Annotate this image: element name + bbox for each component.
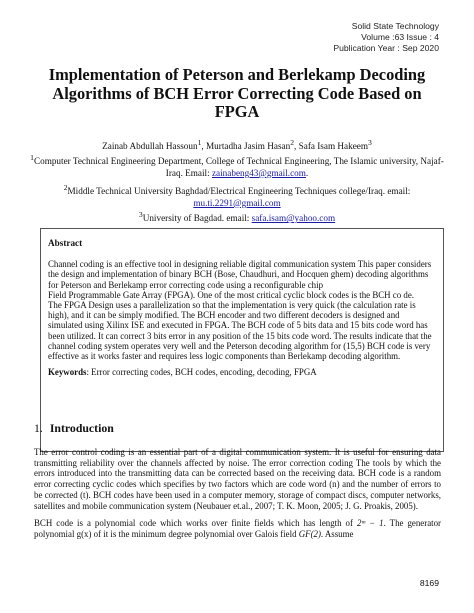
math-expression: 2ᵐ − 1 (356, 518, 384, 529)
author-separator: , (201, 141, 206, 152)
section-title: Introduction (49, 421, 114, 435)
affiliation-superscript: 2 (63, 183, 68, 193)
paper-title: Implementation of Peterson and Berlekamp Decoding Algorithms of BCH Error Correcting Code Based on FPGA (48, 65, 426, 121)
body-text: . The generator polynomial g(x) of it is the minimum degree polynomial over Galois field (34, 518, 441, 539)
section-body (34, 447, 441, 540)
author-separator: , (294, 141, 299, 152)
affiliation-end: . (305, 167, 309, 178)
section-number: 1. (34, 421, 43, 435)
affiliation-3 (26, 209, 448, 224)
body-text: BCH code is a polynomial code which works over finite fields which has length of (34, 518, 357, 529)
author-name: Zainab Abdullah Hassoun (102, 141, 198, 152)
body-text: . Assume (320, 528, 354, 539)
abstract-heading: Abstract (48, 238, 83, 248)
email-link[interactable]: mu.ti.2291@gmail.com (193, 197, 281, 208)
affiliation-2 (26, 182, 448, 209)
author-name: Safa Isam Hakeem (298, 141, 369, 152)
body-paragraph (34, 518, 441, 539)
math-expression: GF(2) (298, 528, 321, 539)
author-name: Murtadha Jasim Hasan (206, 141, 291, 152)
keywords-label: Keywords (48, 367, 87, 378)
email-link[interactable]: zainabeng43@gmail.com (211, 167, 306, 178)
abstract-paragraph: The FPGA Design uses a parallelization so that the implementation is very quick (the calculation rate is high), and it can be simply modified. The BCH encoder and two different decoders is designed and simulated using Xilinx ISE and executed in FPGA. The BCH code of 5 bits data and 15 bits code word has been utilized. It can correct 3 bits error in any position of the 15 bits code word. The results indicate that the channel coding system operates very well and the Peterson decoding algorithm for (15,5) BCH code is very effective as it works faster and requires less logic components than Berlekamp decoding algorithm. (48, 300, 432, 362)
journal-publication-year: Publication Year : Sep 2020 (333, 43, 439, 54)
affiliation-text: Middle Technical University Baghdad/Electrical Engineering Techniques college/Iraq. email: (67, 186, 411, 197)
affiliation-text: University of Bagdad. email: (142, 213, 252, 224)
author-superscript: 2 (290, 138, 295, 147)
author-superscript: 1 (197, 138, 202, 147)
journal-header (333, 21, 439, 55)
abstract-box (40, 228, 444, 452)
keywords-line (48, 367, 436, 377)
author-superscript: 3 (368, 138, 372, 147)
keywords-text: : Error correcting codes, BCH codes, encoding, decoding, FPGA (86, 367, 317, 378)
affiliation-text: Computer Technical Engineering Department, College of Technical Engineering, The Islamic university, Najaf-Iraq. Email: (33, 156, 444, 178)
body-paragraph: The error control coding is an essential part of a digital communication system. It is useful for ensuring data transmitting reliability over the channels affected by noise. The error correction coding The tools by which the errors introduced into the transmitting data can be corrected based on the receiving data. BCH code is a random error correcting cyclic codes which specifies by two factors which are code word (n) and the number of errors to be corrected (t). BCH codes have been used in a computer memory, storage of compact discs, computer networks, satellites and mobile communication system (Neubauer et.al., 2007; T. K. Moon, 2005; J. G. Proakis, 2005). (34, 447, 441, 511)
abstract-paragraph: Channel coding is an effective tool in designing reliable digital communication system This paper considers the design and implementation of binary BCH (Bose, Chaudhuri, and Hocquen ghem) decoding algorithms for Peterson and Berlekamp error correcting code using a reconfigurable chip (48, 259, 432, 290)
affiliation-1 (26, 152, 448, 179)
affiliation-superscript: 1 (30, 153, 34, 163)
journal-volume-issue: Volume :63 Issue : 4 (361, 32, 439, 43)
abstract-paragraph: Field Programmable Gate Array (FPGA). One of the most critical cyclic block codes is the BCH co de. (48, 289, 415, 300)
author-list (26, 137, 448, 152)
journal-name: Solid State Technology (351, 21, 439, 31)
section-heading (34, 421, 114, 436)
email-link[interactable]: safa.isam@yahoo.com (251, 213, 336, 224)
page-number: 8169 (419, 578, 439, 588)
affiliation-superscript: 3 (138, 210, 143, 220)
author-block (26, 137, 448, 225)
